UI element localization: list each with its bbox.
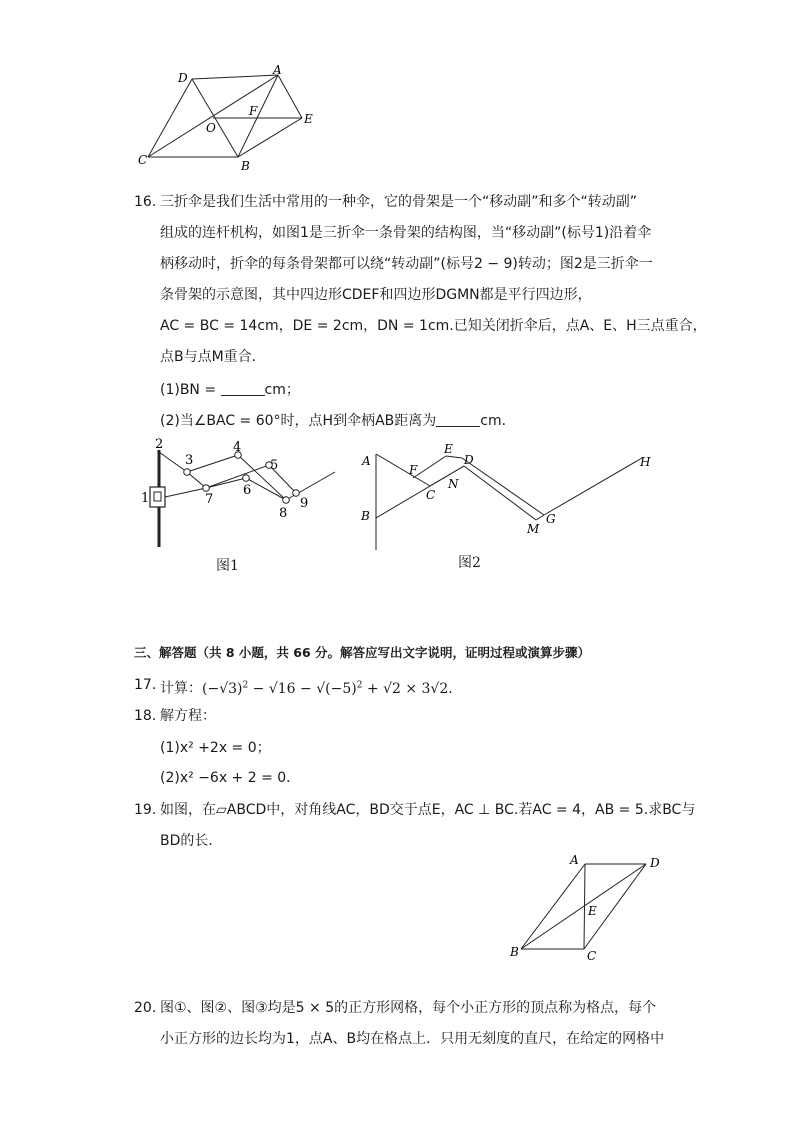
joint-number-1: 1 — [141, 491, 150, 506]
joint-number-9: 9 — [300, 496, 309, 511]
question-number-16: 16. — [134, 194, 157, 210]
label-F: F — [249, 104, 258, 118]
figure-2-caption: 图2 — [458, 555, 481, 571]
figure-1-caption: 图1 — [216, 558, 239, 574]
joint-number-7: 7 — [205, 492, 214, 507]
q16-subquestion-1: (1)BN = cm； — [160, 382, 300, 398]
answer-blank-1[interactable] — [221, 381, 265, 396]
label-O: O — [206, 121, 216, 135]
q17-text: 计算：$(-√3)^2 - √16 - √(-5)^2 + √2 \times 3√2$. — [160, 680, 453, 697]
section-3-heading: 三、解答题（共 8 小题，共 66 分。解答应写出文字说明，证明过程或演算步骤） — [134, 645, 591, 660]
umbrella-schematic-figure-2 — [355, 440, 660, 552]
question-number-18: 18. — [134, 708, 157, 724]
label-D: D — [178, 71, 188, 85]
label-A: A — [362, 454, 371, 468]
joint-number-5: 5 — [270, 458, 279, 473]
label-C: C — [426, 488, 436, 502]
joint-number-8: 8 — [279, 506, 288, 521]
label-C: C — [587, 949, 597, 963]
label-E: E — [304, 112, 313, 126]
q20-line-1: 图①、图②、图③均是5 × 5的正方形网格，每个小正方形的顶点称为格点，每个 — [160, 1000, 657, 1016]
q16-line-3: 柄移动时，折伞的每条骨架都可以绕“转动副”(标号2 − 9)转动；图2是三折伞一 — [160, 256, 653, 272]
label-B: B — [510, 945, 519, 959]
label-E: E — [588, 904, 597, 918]
question-number-20: 20. — [134, 1000, 157, 1016]
q19-line-1: 如图，在▱ABCD中，对角线AC，BD交于点E，AC ⊥ BC.若AC = 4，AB = 5.求BC与 — [160, 802, 696, 818]
question-number-19: 19. — [134, 802, 157, 818]
q18-prompt: 解方程： — [160, 708, 216, 724]
label-C: C — [138, 153, 148, 167]
answer-blank-2[interactable] — [436, 412, 480, 427]
label-F: F — [409, 463, 418, 477]
label-N: N — [448, 477, 459, 491]
joint-number-6: 6 — [243, 483, 252, 498]
label-B: B — [241, 159, 250, 173]
parallelogram-figure-q19 — [505, 850, 665, 965]
q18-part-2: (2)x² −6x + 2 = 0． — [160, 770, 301, 786]
q16-subquestion-2: (2)当∠BAC = 60°时，点H到伞柄AB距离为 cm． — [160, 413, 516, 429]
joint-number-3: 3 — [185, 453, 194, 468]
q16-line-4: 条骨架的示意图，其中四边形CDEF和四边形DGMN都是平行四边形， — [160, 287, 592, 303]
label-A: A — [273, 63, 282, 77]
q17-expression: $(-√3)^2 - √16 - √(-5)^2 + √2 \times 3√2$. — [202, 680, 453, 697]
q16-line-2: 组成的连杆机构，如图1是三折伞一条骨架的结构图，当“移动副”(标号1)沿着伞 — [160, 225, 652, 241]
label-B: B — [361, 509, 370, 523]
label-M: M — [527, 522, 540, 536]
q16-line-5: AC = BC = 14cm，DE = 2cm，DN = 1cm.已知关闭折伞后，点A、E、H三点重合， — [160, 318, 707, 334]
q18-part-1: (1)x² +2x = 0； — [160, 740, 271, 756]
label-G: G — [546, 512, 556, 526]
q16-line-6: 点B与点M重合． — [160, 349, 266, 365]
question-number-17: 17. — [134, 677, 157, 693]
parallelogram-figure-q15 — [130, 62, 330, 177]
joint-number-4: 4 — [233, 440, 242, 455]
umbrella-structure-figure-1 — [138, 436, 340, 554]
q20-line-2: 小正方形的边长均为1，点A、B均在格点上．只用无刻度的直尺，在给定的网格中 — [160, 1031, 665, 1047]
joint-number-2: 2 — [155, 437, 164, 452]
label-D: D — [464, 453, 474, 467]
q16-line-1: 三折伞是我们生活中常用的一种伞，它的骨架是一个“移动副”和多个“转动副” — [160, 194, 638, 210]
label-E: E — [444, 442, 453, 456]
label-D: D — [650, 856, 660, 870]
label-A: A — [570, 853, 579, 867]
q19-line-2: BD的长． — [160, 833, 223, 849]
label-H: H — [640, 455, 651, 469]
